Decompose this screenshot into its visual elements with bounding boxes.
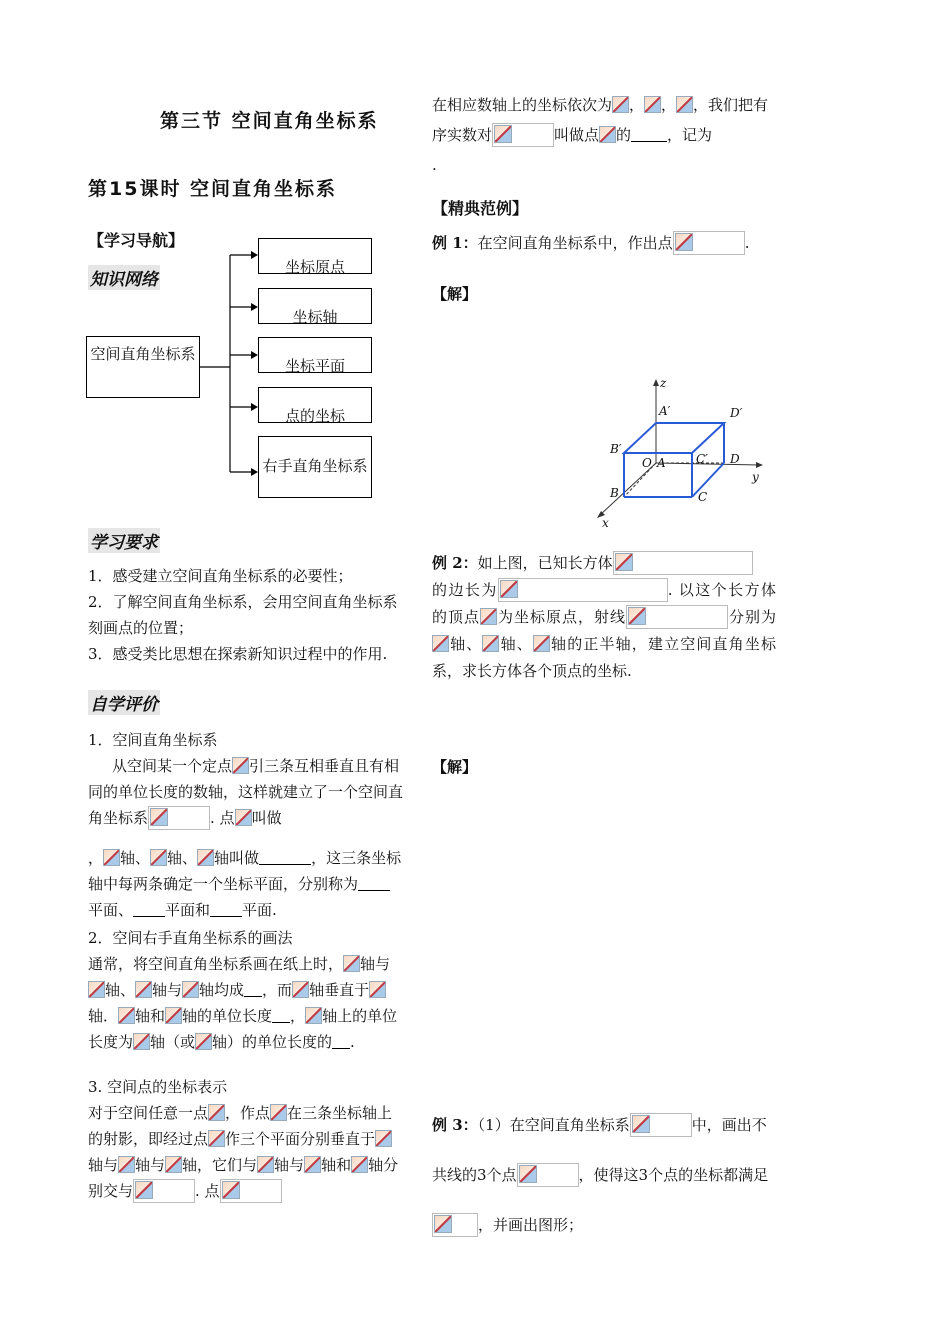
example-3-label: 例 3：: [432, 1116, 478, 1134]
label-A1: A′: [659, 404, 671, 418]
label-y: y: [752, 470, 759, 484]
label-O: O: [642, 456, 652, 470]
formula-image-icon: [220, 1179, 282, 1203]
formula-image-icon: [118, 1007, 135, 1024]
label-C: C: [698, 490, 708, 504]
diagram-branch-planes: 坐标平面: [258, 337, 372, 373]
formula-image-icon: [195, 1033, 212, 1050]
example-1-label: 例 1：: [432, 234, 478, 252]
formula-image-icon: [343, 955, 360, 972]
example-3: 例 3：（1）在空间直角坐标系 中，画出不共线的3个点 ，使得这3个点的坐标都满足，并画出图形；: [432, 1100, 776, 1250]
lesson-title: 第15课时 空间直角坐标系: [88, 178, 338, 200]
formula-image-icon: [498, 578, 668, 602]
formula-image-icon: [644, 96, 661, 113]
formula-image-icon: [676, 96, 693, 113]
formula-image-icon: [626, 605, 728, 629]
formula-image-icon: [135, 981, 152, 998]
formula-image-icon: [292, 981, 309, 998]
formula-image-icon: [375, 1130, 392, 1147]
section-3-title: 3. 空间点的坐标表示: [88, 1078, 228, 1096]
blank-line: [210, 900, 242, 917]
diagram-connectors: [200, 240, 262, 480]
formula-image-icon: [369, 981, 386, 998]
blank-line: [358, 874, 390, 891]
formula-image-icon: [133, 1179, 195, 1203]
formula-image-icon: [88, 981, 105, 998]
requirement-item: 1．感受建立空间直角坐标系的必要性；: [88, 567, 353, 585]
requirement-item: 2．了解空间直角坐标系，会用空间直角坐标系刻画点的位置；: [88, 593, 398, 637]
formula-image-icon: [304, 1156, 321, 1173]
label-D: D: [730, 452, 740, 466]
formula-image-icon: [673, 231, 745, 255]
formula-image-icon: [257, 1156, 274, 1173]
label-A: A: [657, 456, 666, 470]
section-3-paragraph: 对于空间任意一点 ，作点 在三条坐标轴上的射影，即经过点 作三个平面分别垂直于轴与 轴与 轴，它们与 轴与 轴和 轴分别交与 . 点: [88, 1100, 403, 1204]
nav-heading: 【学习导航】: [88, 231, 185, 250]
formula-image-icon: [612, 96, 629, 113]
section-3: [88, 1074, 403, 1204]
formula-image-icon: [630, 1113, 692, 1137]
formula-image-icon: [182, 981, 199, 998]
formula-image-icon: [208, 1130, 225, 1147]
formula-image-icon: [613, 551, 753, 575]
self-eval-heading: 自学评价: [88, 690, 160, 715]
section-2: [88, 925, 403, 1055]
requirements-heading: 学习要求: [88, 528, 160, 553]
formula-image-icon: [482, 635, 499, 652]
section-1-paragraph: 从空间某一个定点 引三条互相垂直且有相同的单位长度的数轴，这样就建立了一个空间直角坐标系 . 点 叫做: [88, 753, 403, 831]
section-title: 第三节 空间直角坐标系: [160, 110, 379, 132]
blank-line: [133, 900, 165, 917]
example-1: 例 1：在空间直角坐标系中，作出点 .: [432, 230, 776, 256]
formula-image-icon: [517, 1163, 579, 1187]
examples-heading: 【精典范例】: [432, 199, 529, 218]
formula-image-icon: [150, 849, 167, 866]
formula-image-icon: [351, 1156, 368, 1173]
section-2-title: 2．空间右手直角坐标系的画法: [88, 929, 293, 947]
formula-image-icon: [197, 849, 214, 866]
solution-label-2: 【解】: [432, 758, 478, 776]
formula-image-icon: [480, 608, 497, 625]
formula-image-icon: [432, 635, 449, 652]
label-C1: C′: [696, 452, 708, 466]
diagram-branch-right-hand: 右手直角坐标系: [258, 436, 372, 498]
formula-image-icon: [305, 1007, 322, 1024]
formula-image-icon: [232, 757, 249, 774]
blank-line: [259, 848, 311, 865]
requirements-list: [88, 563, 403, 667]
formula-image-icon: [133, 1033, 150, 1050]
example-2: 例 2：如上图，已知长方体 的边长为 . 以这个长方体的顶点 为坐标原点，射线 分别为轴、 轴、 轴的正半轴，建立空间直角坐标系，求长方体各个顶点的坐标.: [432, 550, 776, 685]
label-x: x: [602, 516, 609, 530]
formula-image-icon: [165, 1007, 182, 1024]
formula-image-icon: [235, 809, 252, 826]
label-D1: D′: [730, 406, 743, 420]
section-2-paragraph: 通常，将空间直角坐标系画在纸上时， 轴与轴、 轴与 轴均成 ，而 轴垂直于轴． 轴和 轴的单位长度 ， 轴上的单位长度为 轴（或 轴）的单位长度的 .: [88, 955, 398, 1051]
formula-image-icon: [599, 126, 616, 143]
section-1-title: 1．空间直角坐标系: [88, 731, 218, 749]
label-B: B: [610, 486, 619, 500]
right-top-paragraph: 在相应数轴上的坐标依次为 ， ， ，我们把有序实数对 叫做点 的 ，记为 .: [432, 96, 769, 174]
section-1: [88, 727, 403, 923]
label-z: z: [660, 376, 667, 390]
blank-line: [272, 1006, 290, 1023]
requirement-item: 3．感受类比思想在探索新知识过程中的作用.: [88, 645, 388, 663]
cuboid-figure: [590, 375, 765, 530]
example-2-label: 例 2：: [432, 554, 478, 572]
formula-image-icon: [208, 1104, 225, 1121]
diagram-branch-axes: 坐标轴: [258, 288, 372, 324]
diagram-branch-origin: 坐标原点: [258, 238, 372, 274]
solution-label-1: 【解】: [432, 285, 478, 303]
formula-image-icon: [165, 1156, 182, 1173]
blank-line: [631, 125, 667, 142]
formula-image-icon: [432, 1213, 478, 1237]
formula-image-icon: [533, 635, 550, 652]
diagram-root: 空间直角坐标系: [86, 336, 200, 398]
formula-image-icon: [103, 849, 120, 866]
section-1-paragraph-cont: ， 轴、 轴、 轴叫做 ，这三条坐标轴中每两条确定一个坐标平面，分别称为平面、 平面和 平面.: [88, 849, 402, 919]
diagram-branch-coordinates: 点的坐标: [258, 387, 372, 423]
blank-line: [332, 1032, 350, 1049]
formula-image-icon: [270, 1104, 287, 1121]
knowledge-network-heading: 知识网络: [88, 265, 160, 290]
label-B1: B′: [610, 442, 622, 456]
formula-image-icon: [492, 123, 554, 147]
formula-image-icon: [118, 1156, 135, 1173]
blank-line: [244, 980, 262, 997]
formula-image-icon: [148, 806, 210, 830]
